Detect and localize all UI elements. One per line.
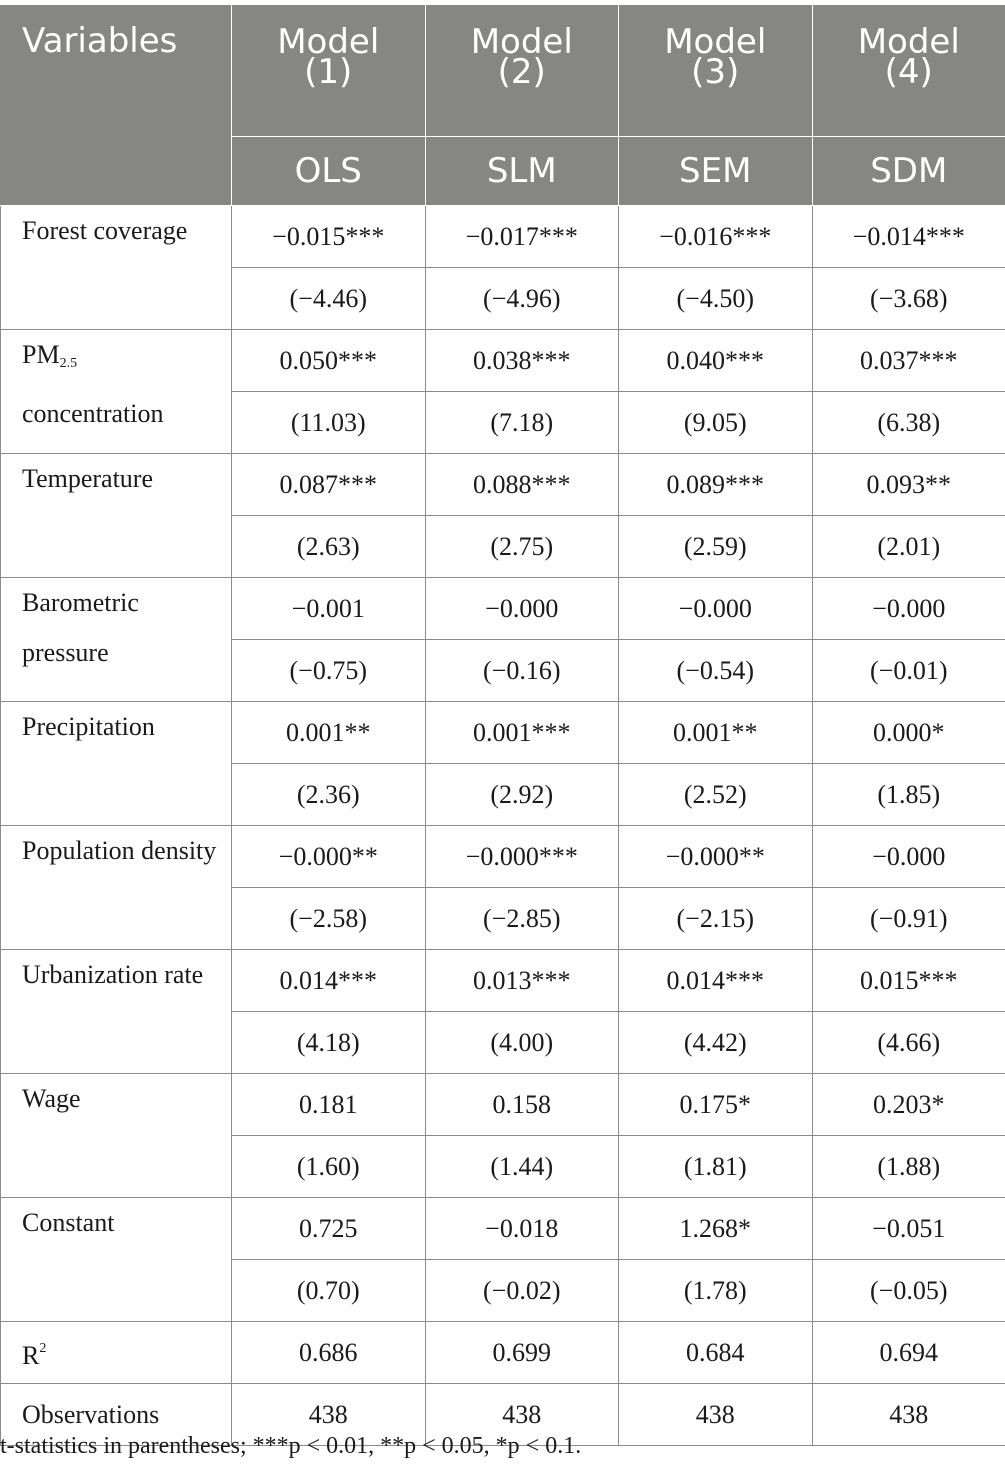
tstat-cell: (−2.15) bbox=[619, 888, 813, 950]
tstat-cell: (4.18) bbox=[232, 1012, 426, 1074]
tstat-cell: (−0.16) bbox=[425, 640, 619, 702]
estimator-sdm: SDM bbox=[812, 137, 1005, 206]
tstat-cell: (4.66) bbox=[812, 1012, 1005, 1074]
tstat-cell: (−0.01) bbox=[812, 640, 1005, 702]
coef-cell: 0.203* bbox=[812, 1074, 1005, 1136]
table-row bbox=[1, 702, 1005, 764]
coef-cell: −0.014*** bbox=[812, 206, 1005, 268]
coef-cell: −0.000*** bbox=[425, 826, 619, 888]
tstat-cell: (−4.46) bbox=[232, 268, 426, 330]
tstat-cell: (2.01) bbox=[812, 516, 1005, 578]
row-label-wage: Wage bbox=[1, 1074, 232, 1198]
coef-cell: 0.014*** bbox=[619, 950, 813, 1012]
model-3-header: Model (3) bbox=[619, 5, 813, 137]
coef-cell: −0.001 bbox=[232, 578, 426, 640]
coef-cell: 0.015*** bbox=[812, 950, 1005, 1012]
table-row bbox=[1, 1322, 1005, 1384]
model-4-header: Model (4) bbox=[812, 5, 1005, 137]
r2-cell: 0.699 bbox=[425, 1322, 619, 1384]
coef-cell: 0.001*** bbox=[425, 702, 619, 764]
tstat-cell: (2.75) bbox=[425, 516, 619, 578]
table-body bbox=[1, 206, 1005, 1446]
coef-cell: 0.000* bbox=[812, 702, 1005, 764]
table-row bbox=[1, 454, 1005, 516]
coef-cell: 0.040*** bbox=[619, 330, 813, 392]
row-label-precipitation: Precipitation bbox=[1, 702, 232, 826]
coef-cell: −0.000** bbox=[619, 826, 813, 888]
coef-cell: −0.000** bbox=[232, 826, 426, 888]
observations-cell: 438 bbox=[619, 1384, 813, 1446]
coef-cell: 0.001** bbox=[232, 702, 426, 764]
variables-header: Variables bbox=[1, 5, 232, 206]
regression-table bbox=[0, 4, 1005, 1446]
r2-cell: 0.684 bbox=[619, 1322, 813, 1384]
model-2-header: Model (2) bbox=[425, 5, 619, 137]
tstat-cell: (1.88) bbox=[812, 1136, 1005, 1198]
coef-cell: −0.017*** bbox=[425, 206, 619, 268]
row-label-urbanization-rate: Urbanization rate bbox=[1, 950, 232, 1074]
tstat-cell: (2.92) bbox=[425, 764, 619, 826]
table-row bbox=[1, 1074, 1005, 1136]
coef-cell: 0.088*** bbox=[425, 454, 619, 516]
tstat-cell: (11.03) bbox=[232, 392, 426, 454]
coef-cell: −0.000 bbox=[425, 578, 619, 640]
tstat-cell: (9.05) bbox=[619, 392, 813, 454]
tstat-cell: (1.44) bbox=[425, 1136, 619, 1198]
table-row bbox=[1, 330, 1005, 392]
model-1-header: Model (1) bbox=[232, 5, 426, 137]
coef-cell: 0.050*** bbox=[232, 330, 426, 392]
coef-cell: 0.014*** bbox=[232, 950, 426, 1012]
observations-cell: 438 bbox=[812, 1384, 1005, 1446]
tstat-cell: (−2.85) bbox=[425, 888, 619, 950]
row-label-forest-coverage: Forest coverage bbox=[1, 206, 232, 330]
coef-cell: 0.089*** bbox=[619, 454, 813, 516]
tstat-cell: (1.60) bbox=[232, 1136, 426, 1198]
r2-cell: 0.686 bbox=[232, 1322, 426, 1384]
coef-cell: 0.181 bbox=[232, 1074, 426, 1136]
coef-cell: 0.001** bbox=[619, 702, 813, 764]
row-label-observations: Observations bbox=[1, 1384, 232, 1446]
tstat-cell: (−3.68) bbox=[812, 268, 1005, 330]
tstat-cell: (2.52) bbox=[619, 764, 813, 826]
observations-cell: 438 bbox=[232, 1384, 426, 1446]
tstat-cell: (1.85) bbox=[812, 764, 1005, 826]
table-row bbox=[1, 206, 1005, 268]
coef-cell: 0.013*** bbox=[425, 950, 619, 1012]
tstat-cell: (2.59) bbox=[619, 516, 813, 578]
coef-cell: 0.093** bbox=[812, 454, 1005, 516]
tstat-cell: (1.81) bbox=[619, 1136, 813, 1198]
row-label-r-squared: $R^2$ bbox=[1, 1322, 232, 1384]
table-row bbox=[1, 950, 1005, 1012]
table-footnote: t-statistics in parentheses; ***p < 0.01, **p < 0.05, *p < 0.1. bbox=[0, 1433, 582, 1459]
coef-cell: 1.268* bbox=[619, 1198, 813, 1260]
row-label-pm25-concentration: $PM_{2.5}$ concentration bbox=[1, 330, 232, 454]
coef-cell: −0.000 bbox=[619, 578, 813, 640]
table-row bbox=[1, 1198, 1005, 1260]
coef-cell: 0.158 bbox=[425, 1074, 619, 1136]
table-header bbox=[1, 5, 1005, 206]
table-row bbox=[1, 578, 1005, 640]
estimator-slm: SLM bbox=[425, 137, 619, 206]
estimator-ols: OLS bbox=[232, 137, 426, 206]
tstat-cell: (−4.50) bbox=[619, 268, 813, 330]
coef-cell: −0.015*** bbox=[232, 206, 426, 268]
coef-cell: 0.725 bbox=[232, 1198, 426, 1260]
table-row bbox=[1, 826, 1005, 888]
tstat-cell: (4.00) bbox=[425, 1012, 619, 1074]
tstat-cell: (−0.02) bbox=[425, 1260, 619, 1322]
estimator-sem: SEM bbox=[619, 137, 813, 206]
tstat-cell: (4.42) bbox=[619, 1012, 813, 1074]
tstat-cell: (−0.91) bbox=[812, 888, 1005, 950]
tstat-cell: (6.38) bbox=[812, 392, 1005, 454]
coef-cell: 0.037*** bbox=[812, 330, 1005, 392]
tstat-cell: (−0.75) bbox=[232, 640, 426, 702]
tstat-cell: (−0.54) bbox=[619, 640, 813, 702]
coef-cell: −0.000 bbox=[812, 826, 1005, 888]
tstat-cell: (2.63) bbox=[232, 516, 426, 578]
coef-cell: −0.018 bbox=[425, 1198, 619, 1260]
tstat-cell: (1.78) bbox=[619, 1260, 813, 1322]
coef-cell: 0.087*** bbox=[232, 454, 426, 516]
observations-cell: 438 bbox=[425, 1384, 619, 1446]
tstat-cell: (0.70) bbox=[232, 1260, 426, 1322]
tstat-cell: (−4.96) bbox=[425, 268, 619, 330]
row-label-barometric-pressure: Barometric pressure bbox=[1, 578, 232, 702]
tstat-cell: (−2.58) bbox=[232, 888, 426, 950]
coef-cell: −0.051 bbox=[812, 1198, 1005, 1260]
row-label-temperature: Temperature bbox=[1, 454, 232, 578]
tstat-cell: (7.18) bbox=[425, 392, 619, 454]
tstat-cell: (2.36) bbox=[232, 764, 426, 826]
coef-cell: −0.016*** bbox=[619, 206, 813, 268]
tstat-cell: (−0.05) bbox=[812, 1260, 1005, 1322]
r2-cell: 0.694 bbox=[812, 1322, 1005, 1384]
row-label-population-density: Population density bbox=[1, 826, 232, 950]
coef-cell: 0.175* bbox=[619, 1074, 813, 1136]
coef-cell: 0.038*** bbox=[425, 330, 619, 392]
row-label-constant: Constant bbox=[1, 1198, 232, 1322]
coef-cell: −0.000 bbox=[812, 578, 1005, 640]
